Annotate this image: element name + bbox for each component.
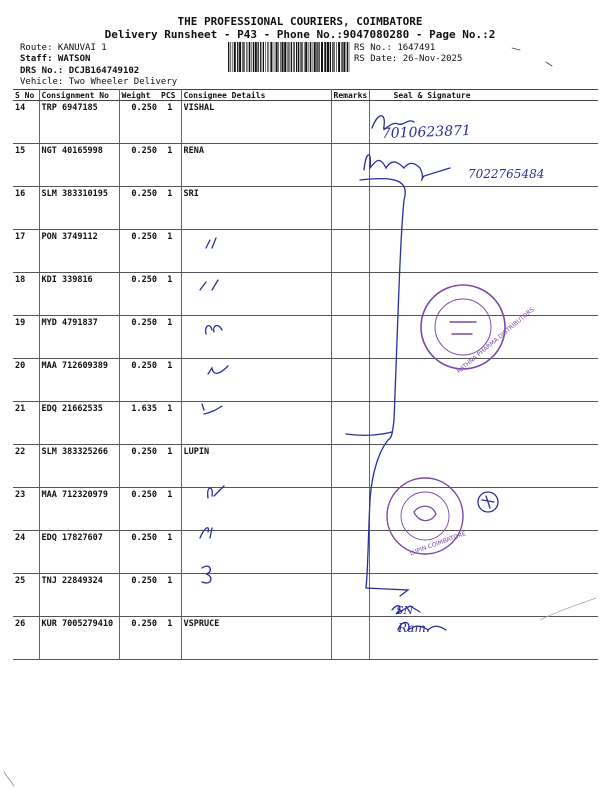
row-sno: 24 [13, 531, 39, 574]
stamp-rathna-text: RATHNA PHARMA DISTRIBUTORS [455, 306, 536, 376]
row-consignment: SLM 383325266 [39, 445, 119, 488]
row-sno: 14 [13, 101, 39, 144]
row-weight: 0.250 [119, 230, 159, 273]
col-consignment: Consignment No [39, 90, 119, 101]
ditto-row21 [202, 404, 222, 414]
runsheet-subtitle: Delivery Runsheet - P43 - Phone No.:9047080280 - Page No.:2 [104, 28, 496, 41]
row-pcs: 1 [159, 230, 181, 273]
row-weight: 0.250 [119, 445, 159, 488]
row-weight: 1.635 [119, 402, 159, 445]
row-sno: 21 [13, 402, 39, 445]
row-consignment: KUR 7005279410 [39, 617, 119, 660]
row-consignment: EDQ 17827607 [39, 531, 119, 574]
ditto-row18 [200, 280, 218, 290]
col-remarks: Remarks [331, 90, 369, 101]
vehicle-label: Vehicle: Two Wheeler Delivery [20, 77, 178, 87]
handwritten-phone-row15: 7022765484 [468, 167, 545, 181]
row-weight: 0.250 [119, 617, 159, 660]
row-consignment: MYD 4791837 [39, 316, 119, 359]
row-pcs: 1 [159, 574, 181, 617]
row-weight: 0.250 [119, 187, 159, 230]
row-consignment: SLM 383310195 [39, 187, 119, 230]
ditto-row19 [206, 326, 222, 334]
row-weight: 0.250 [119, 574, 159, 617]
row-pcs: 1 [159, 445, 181, 488]
col-seal-signature: Seal & Signature [369, 90, 598, 101]
ditto-row17 [206, 238, 216, 248]
row-consignee: VSPRUCE [181, 617, 331, 660]
handwritten-phone-row14: 7010623871 [381, 122, 472, 142]
row-consignment: MAA 712320979 [39, 488, 119, 531]
row-sno: 17 [13, 230, 39, 273]
route-label: Route: KANUVAI 1 [20, 43, 107, 53]
row-sno: 15 [13, 144, 39, 187]
row-consignee: LUPIN [181, 445, 331, 488]
row-sno: 25 [13, 574, 39, 617]
col-sno: S No [13, 90, 39, 101]
row-weight: 0.250 [119, 316, 159, 359]
row-sno: 22 [13, 445, 39, 488]
row-pcs: 1 [159, 101, 181, 144]
row-pcs: 1 [159, 488, 181, 531]
row-sno: 18 [13, 273, 39, 316]
row-consignment: PON 3749112 [39, 230, 119, 273]
stamp-lupin-text: LUPIN COIMBATORE [408, 530, 467, 558]
row-sno: 26 [13, 617, 39, 660]
staff-label: Staff: WATSON [20, 54, 91, 64]
row-sno: 23 [13, 488, 39, 531]
stamp-rathna [421, 285, 505, 369]
row-sno: 20 [13, 359, 39, 402]
row-weight: 0.250 [119, 531, 159, 574]
bracket-line [360, 179, 408, 596]
row-pcs: 1 [159, 316, 181, 359]
row-sno: 19 [13, 316, 39, 359]
row-weight: 0.250 [119, 359, 159, 402]
row-pcs: 1 [159, 144, 181, 187]
col-weight: Weight [119, 90, 159, 101]
ditto-row23 [208, 486, 224, 498]
row-consignment: KDI 339816 [39, 273, 119, 316]
row-pcs: 1 [159, 617, 181, 660]
stamp-lupin [387, 478, 463, 554]
row-consignee: VISHAL [181, 101, 331, 144]
row-weight: 0.250 [119, 144, 159, 187]
ditto-row24 [200, 528, 212, 538]
row-pcs: 1 [159, 273, 181, 316]
rs-number: RS No.: 1647491 [354, 43, 436, 53]
row-consignee: SRI [181, 187, 331, 230]
row-consignment: NGT 40165998 [39, 144, 119, 187]
row-weight: 0.250 [119, 101, 159, 144]
row-pcs: 1 [159, 531, 181, 574]
handwritten-sign-row26-bottom: Ram. [398, 621, 430, 635]
row-pcs: 1 [159, 187, 181, 230]
row-weight: 0.250 [119, 488, 159, 531]
signature-row15 [364, 155, 450, 180]
row-pcs: 1 [159, 402, 181, 445]
row-consignment: EDQ 21662535 [39, 402, 119, 445]
rs-date: RS Date: 26-Nov-2025 [354, 54, 463, 64]
col-pcs: PCS [159, 90, 181, 101]
row-pcs: 1 [159, 359, 181, 402]
row-weight: 0.250 [119, 273, 159, 316]
row-consignment: TNJ 22849324 [39, 574, 119, 617]
ditto-row20 [208, 366, 228, 374]
row-consignee: RENA [181, 144, 331, 187]
drs-number: DRS No.: DCJB164749102 [20, 66, 140, 76]
col-consignee: Consignee Details [181, 90, 331, 101]
company-title: THE PROFESSIONAL COURIERS, COIMBATORE [177, 15, 423, 28]
row-consignment: TRP 6947185 [39, 101, 119, 144]
handwritten-sign-row26-top: SN [396, 604, 414, 617]
row-sno: 16 [13, 187, 39, 230]
row-consignment: MAA 712609389 [39, 359, 119, 402]
